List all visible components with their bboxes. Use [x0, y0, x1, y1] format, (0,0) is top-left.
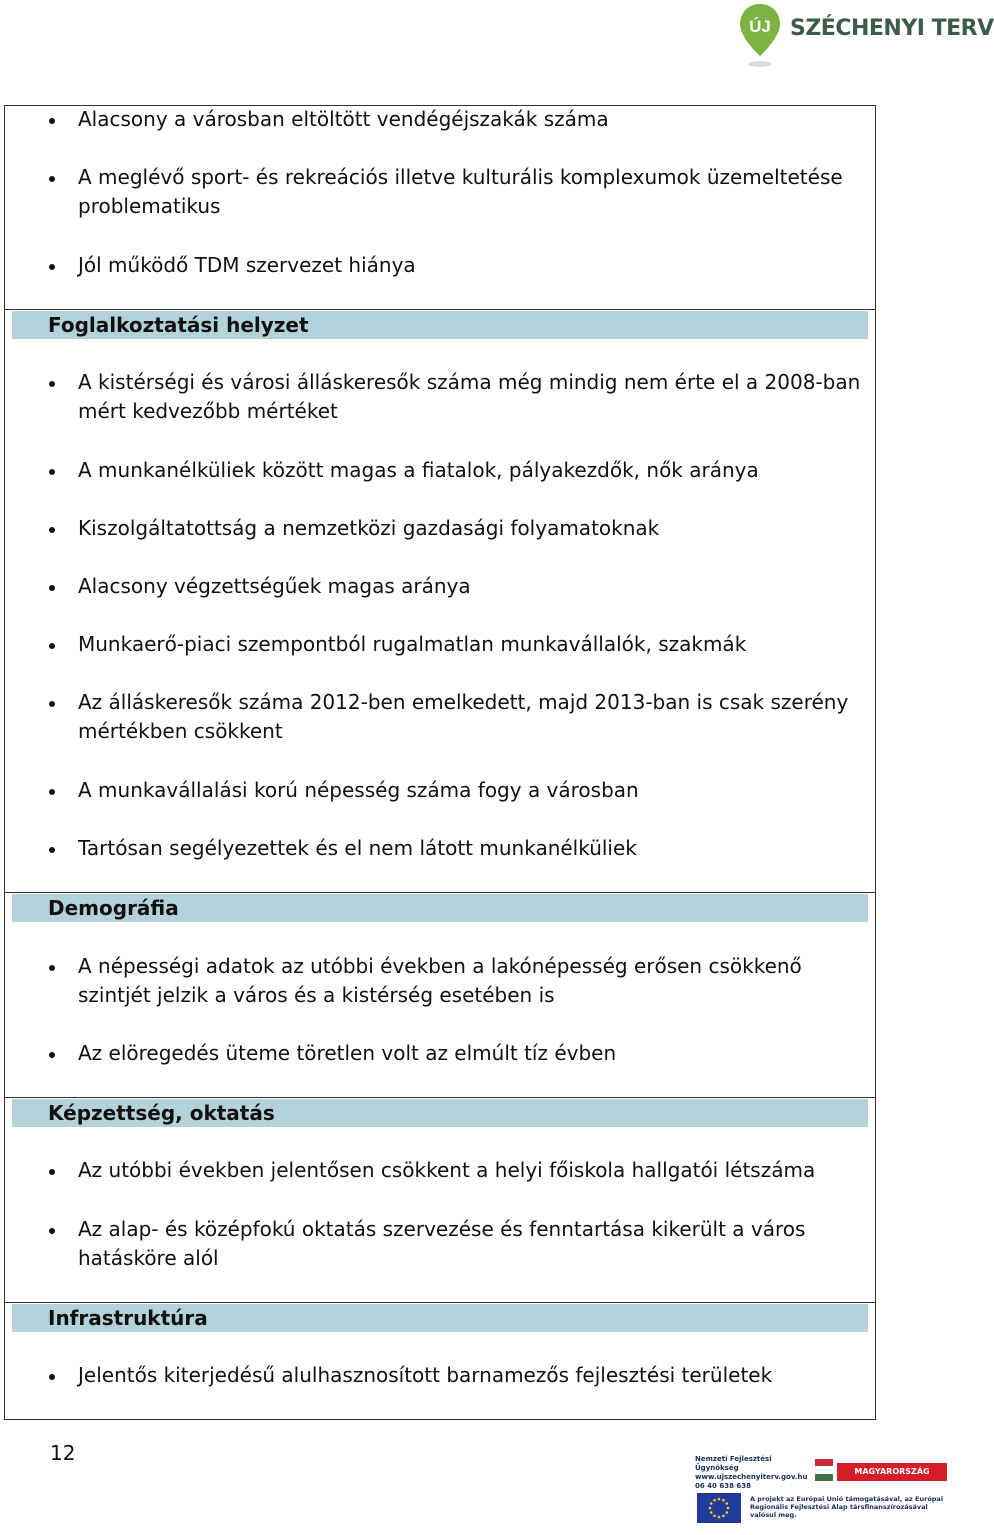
list-item: A munkavállalási korú népesség száma fogy a városban: [78, 778, 639, 802]
eu-flag-icon: [697, 1493, 741, 1523]
bullet: [49, 1169, 55, 1175]
list-item: Az alap- és középfokú oktatás szervezése és fenntartása kikerült a város hatásköre alól: [78, 1217, 806, 1270]
section-heading-infrastruktura: Infrastruktúra: [12, 1304, 868, 1332]
szechenyi-terv-logo: [738, 2, 994, 72]
bullet: [49, 847, 55, 853]
bullet: [49, 264, 55, 270]
bullet: [49, 701, 55, 707]
ngf-phone: 06 40 638 638: [695, 1482, 752, 1490]
list-item: Alacsony a városban eltöltött vendégéjszakák száma: [78, 107, 609, 131]
row-divider: [4, 892, 876, 893]
bullet: [49, 1052, 55, 1058]
ngf-url: www.ujszechenyiterv.gov.hu: [695, 1473, 808, 1481]
logo-brand-text: SZÉCHENYI TERV: [790, 16, 994, 41]
bullet: [49, 381, 55, 387]
magyarorszag-megujul-badge: MAGYARORSZÁG MEGÚJUL: [837, 1463, 947, 1481]
section-heading-foglalkoztatas: Foglalkoztatási helyzet: [12, 311, 868, 339]
list-item: Kiszolgáltatottság a nemzetközi gazdasági folyamatoknak: [78, 516, 660, 540]
ngf-logo-text: [695, 1455, 808, 1491]
list-item: Alacsony végzettségűek magas aránya: [78, 574, 471, 598]
bullet: [49, 585, 55, 591]
section-heading-demografia: Demográfia: [12, 894, 868, 922]
bullet: [49, 965, 55, 971]
footer-logos: [695, 1455, 955, 1530]
list-item: A munkanélküliek között magas a fiatalok, pályakezdők, nők aránya: [78, 458, 759, 482]
bullet: [49, 527, 55, 533]
list-item: Munkaerő-piaci szempontból rugalmatlan munkavállalók, szakmák: [78, 632, 747, 656]
list-item: A népességi adatok az utóbbi években a lakónépesség erősen csökkenő szintjét jelzik a város és a kistérség esetében is: [78, 954, 802, 1007]
eu-funding-line1: A projekt az Európai Unió támogatásával, az Európai: [750, 1495, 944, 1503]
list-item: Tartósan segélyezettek és el nem látott munkanélküliek: [78, 836, 637, 860]
bullet: [49, 176, 55, 182]
location-pin-icon: [738, 2, 782, 70]
eu-funding-line2: Regionális Fejlesztési Alap társfinanszírozásával valósul meg.: [750, 1503, 928, 1519]
row-divider: [4, 1302, 876, 1303]
list-item: Az álláskeresők száma 2012-ben emelkedett, majd 2013-ban is csak szerény mértékben csökkent: [78, 690, 849, 743]
logo-uj-text: ÚJ: [749, 17, 771, 36]
section-heading-kepzettseg: Képzettség, oktatás: [12, 1099, 868, 1127]
list-item: Jelentős kiterjedésű alulhasznosított barnamezős fejlesztési területek: [78, 1363, 773, 1387]
list-item: A meglévő sport- és rekreációs illetve kulturális komplexumok üzemeltetése problematikus: [78, 165, 843, 218]
list-item: Az elöregedés üteme töretlen volt az elmúlt tíz évben: [78, 1041, 617, 1065]
list-item: Jól működő TDM szervezet hiánya: [78, 253, 416, 277]
hungarian-flag-icon: [815, 1459, 833, 1481]
bullet: [49, 469, 55, 475]
bullet: [49, 1228, 55, 1234]
bullet: [49, 118, 55, 124]
ngf-name: Nemzeti Fejlesztési Ügynökség: [695, 1455, 772, 1472]
eu-funding-text: [750, 1495, 950, 1519]
list-item: A kistérségi és városi álláskeresők száma még mindig nem érte el a 2008-ban mért kedvezőbb mértéket: [78, 370, 861, 423]
row-divider: [4, 309, 876, 310]
bullet: [49, 1374, 55, 1380]
row-divider: [4, 1097, 876, 1098]
page-number: 12: [50, 1441, 76, 1465]
list-item: Az utóbbi években jelentősen csökkent a helyi főiskola hallgatói létszáma: [78, 1158, 816, 1182]
bullet: [49, 643, 55, 649]
bullet: [49, 789, 55, 795]
